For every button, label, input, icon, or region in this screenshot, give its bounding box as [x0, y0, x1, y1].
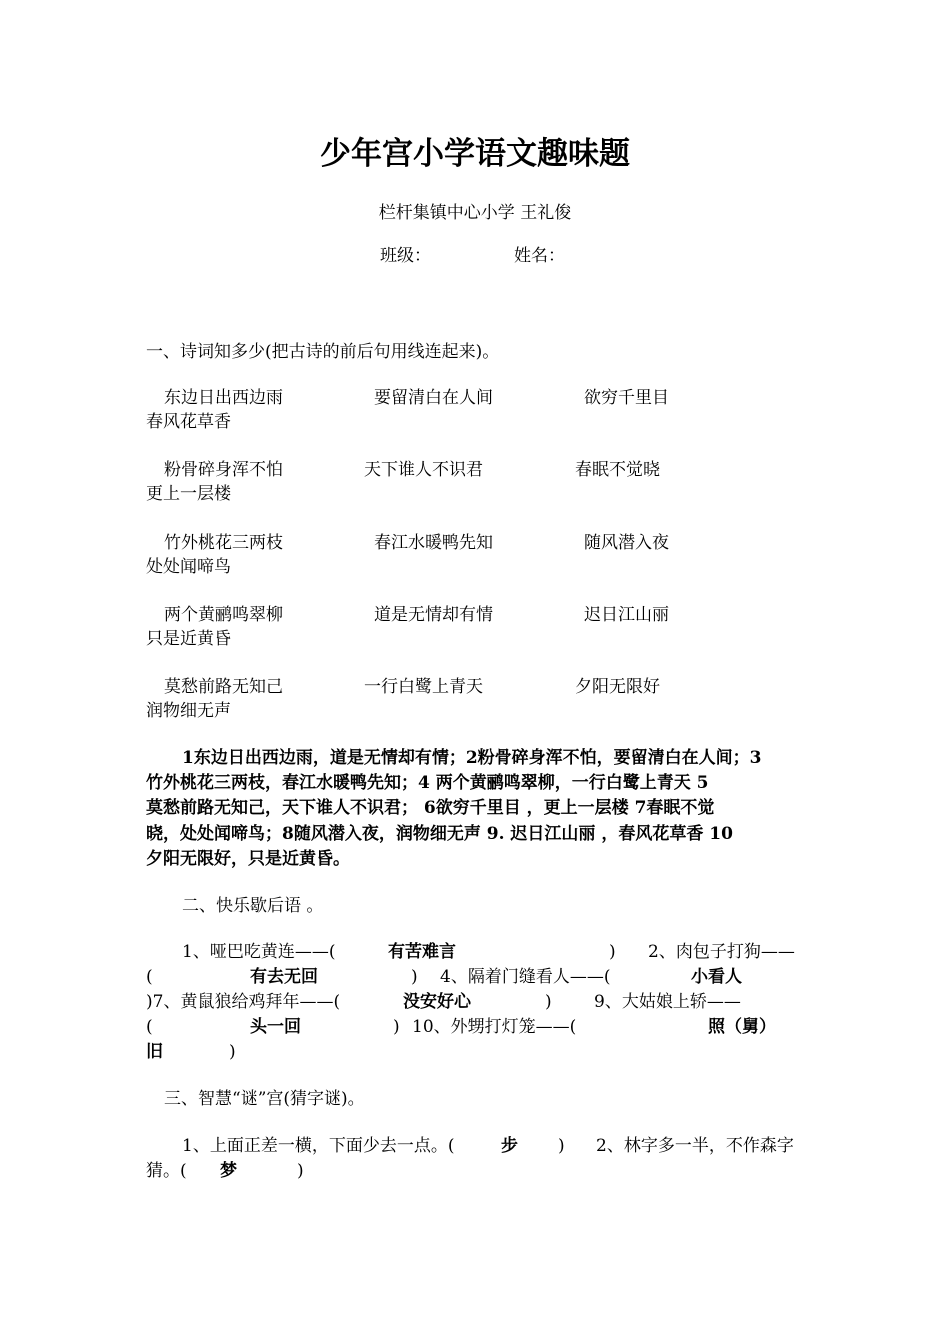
section1-heading: 一、诗词知多少(把古诗的前后句用线连起来)。 — [146, 342, 500, 362]
poem-c: 春眠不觉晓 — [575, 460, 660, 480]
q1-close: ) — [609, 942, 616, 962]
q2-close: ) — [411, 967, 418, 987]
answer-line: 1东边日出西边雨，道是无情却有情；2粉骨碎身浑不怕，要留清白在人间；3 — [182, 748, 762, 768]
q7-prefix: )7、黄鼠狼给鸡拜年——( — [146, 992, 341, 1012]
answer-line: 竹外桃花三两枝，春江水暖鸭先知；4 两个黄鹂鸣翠柳，一行白鹭上青天 5 — [146, 773, 709, 793]
q9-answer: 头一回 — [250, 1017, 301, 1037]
poem-c: 欲穷千里目 — [584, 388, 669, 408]
q10-answer-tail: 旧 — [146, 1042, 163, 1062]
poem-c: 随风潜入夜 — [584, 533, 669, 553]
q9-close: ) — [393, 1017, 400, 1037]
poem-a: 莫愁前路无知己 — [164, 677, 283, 697]
poem-d: 只是近黄昏 — [146, 629, 231, 649]
poem-d: 春风花草香 — [146, 412, 231, 432]
q7-answer: 没安好心 — [403, 992, 471, 1012]
answer-line: 晓，处处闻啼鸟；8随风潜入夜，润物细无声 9. 迟日江山丽 ，春风花草香 10 — [146, 824, 733, 844]
q4-prefix: 4、隔着门缝看人——( — [440, 967, 611, 987]
q1-prefix: 1、哑巴吃黄连——( — [182, 942, 336, 962]
author-line: 栏杆集镇中心小学 王礼俊 — [378, 203, 572, 223]
riddle1-close: ) — [558, 1136, 565, 1156]
riddle2-close: ) — [297, 1161, 304, 1181]
name-label: 姓名： — [514, 246, 565, 266]
q2-answer: 有去无回 — [250, 967, 318, 987]
poem-b: 要留清白在人间 — [374, 388, 493, 408]
poem-d: 处处闻啼鸟 — [146, 557, 231, 577]
riddle1-prefix: 1、上面正差一横，下面少去一点。( — [182, 1136, 455, 1156]
q9-open: ( — [146, 1017, 153, 1037]
poem-b: 天下谁人不识君 — [364, 460, 483, 480]
q7-close: ) — [545, 992, 552, 1012]
section3-heading: 三、智慧“谜”宫(猜字谜)。 — [164, 1089, 365, 1109]
q10-close: ) — [229, 1042, 236, 1062]
poem-b: 春江水暖鸭先知 — [374, 533, 493, 553]
q2-prefix: 2、肉包子打狗—— — [648, 942, 795, 962]
answer-line: 莫愁前路无知己，天下谁人不识君； 6欲穷千里目 ，更上一层楼 7春眠不觉 — [146, 798, 715, 818]
q10-prefix: 10、外甥打灯笼——( — [412, 1017, 577, 1037]
poem-b: 道是无情却有情 — [374, 605, 493, 625]
poem-a: 两个黄鹂鸣翠柳 — [164, 605, 283, 625]
class-label: 班级： — [380, 246, 431, 266]
q10-answer: 照（舅） — [708, 1017, 776, 1037]
q9-prefix: 9、大姑娘上轿—— — [594, 992, 741, 1012]
section2-heading: 二、快乐歇后语 。 — [182, 896, 324, 916]
poem-a: 竹外桃花三两枝 — [164, 533, 283, 553]
poem-c: 迟日江山丽 — [584, 605, 669, 625]
answer-line: 夕阳无限好，只是近黄昏。 — [146, 849, 350, 869]
poem-d: 润物细无声 — [146, 701, 231, 721]
riddle1-answer: 步 — [501, 1136, 518, 1156]
poem-c: 夕阳无限好 — [575, 677, 660, 697]
poem-b: 一行白鹭上青天 — [364, 677, 483, 697]
page-title: 少年宫小学语文趣味题 — [320, 136, 630, 172]
poem-a: 粉骨碎身浑不怕 — [164, 460, 283, 480]
riddle2-answer: 梦 — [220, 1161, 237, 1181]
poem-a: 东边日出西边雨 — [164, 388, 283, 408]
q1-answer: 有苦难言 — [388, 942, 456, 962]
q4-answer: 小看人 — [691, 967, 742, 987]
riddle2-line2: 猜。( — [146, 1161, 187, 1181]
q2-open: ( — [146, 967, 153, 987]
poem-d: 更上一层楼 — [146, 484, 231, 504]
riddle2-prefix: 2、林字多一半，不作森字 — [596, 1136, 794, 1156]
